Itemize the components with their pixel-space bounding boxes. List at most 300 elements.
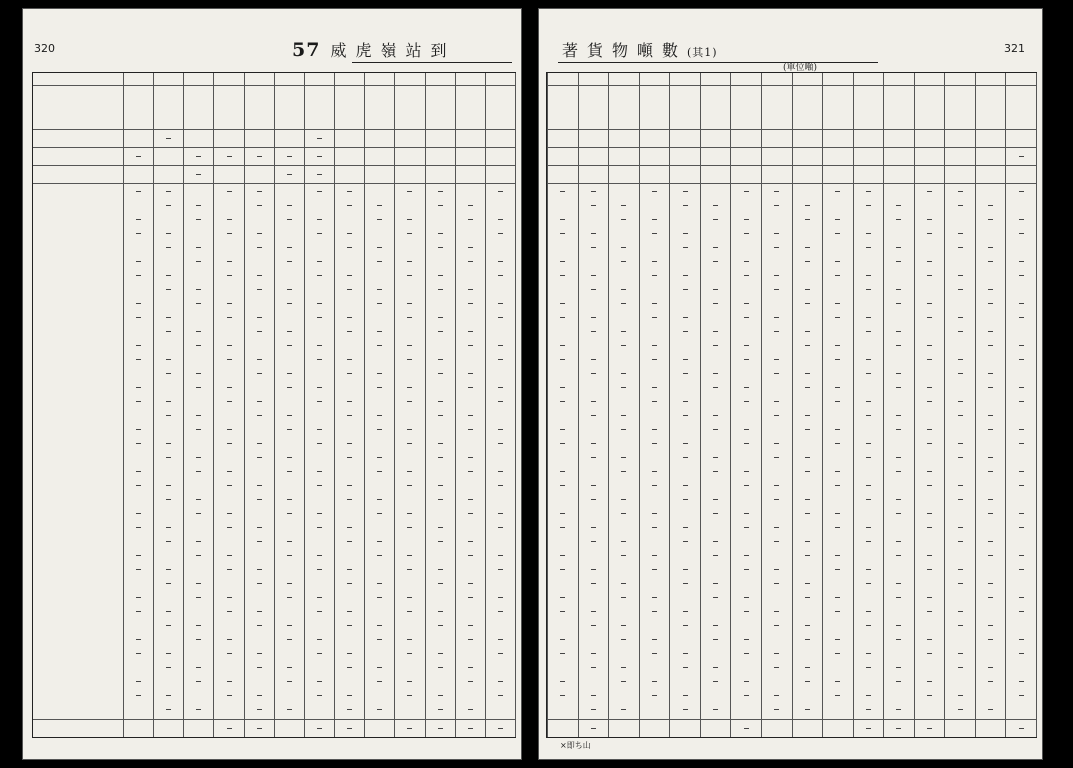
empty-cell-dash (438, 569, 443, 570)
empty-cell-dash (866, 541, 871, 542)
empty-cell-dash (683, 317, 688, 318)
empty-cell-dash (317, 317, 322, 318)
page-title-left (292, 38, 455, 61)
empty-cell-dash (136, 513, 141, 514)
empty-cell-dash (196, 345, 201, 346)
empty-cell-dash (866, 331, 871, 332)
empty-cell-dash (927, 191, 932, 192)
empty-cell-dash (835, 317, 840, 318)
empty-cell-dash (744, 513, 749, 514)
empty-cell-dash (377, 219, 382, 220)
empty-cell-dash (560, 695, 565, 696)
empty-cell-dash (377, 499, 382, 500)
empty-cell-dash (621, 261, 626, 262)
empty-cell-dash (744, 555, 749, 556)
empty-cell-dash (317, 569, 322, 570)
empty-cell-dash (774, 541, 779, 542)
empty-cell-dash (407, 569, 412, 570)
empty-cell-dash (927, 527, 932, 528)
column-divider (578, 73, 579, 737)
empty-cell-dash (652, 611, 657, 612)
empty-cell-dash (591, 667, 596, 668)
empty-cell-dash (835, 359, 840, 360)
empty-cell-dash (652, 695, 657, 696)
empty-cell-dash (347, 709, 352, 710)
empty-cell-dash (136, 303, 141, 304)
empty-cell-dash (287, 625, 292, 626)
empty-cell-dash (407, 261, 412, 262)
empty-cell-dash (866, 485, 871, 486)
empty-cell-dash (136, 233, 141, 234)
empty-cell-dash (227, 219, 232, 220)
empty-cell-dash (438, 709, 443, 710)
empty-cell-dash (835, 233, 840, 234)
empty-cell-dash (166, 709, 171, 710)
empty-cell-dash (407, 401, 412, 402)
empty-cell-dash (896, 303, 901, 304)
empty-cell-dash (683, 485, 688, 486)
empty-cell-dash (377, 639, 382, 640)
empty-cell-dash (257, 247, 262, 248)
empty-cell-dash (498, 485, 503, 486)
empty-cell-dash (136, 681, 141, 682)
empty-cell-dash (835, 345, 840, 346)
empty-cell-dash (287, 667, 292, 668)
empty-cell-dash (683, 499, 688, 500)
empty-cell-dash (136, 653, 141, 654)
empty-cell-dash (287, 387, 292, 388)
empty-cell-dash (988, 415, 993, 416)
empty-cell-dash (621, 471, 626, 472)
empty-cell-dash (1019, 485, 1024, 486)
column-divider (515, 73, 516, 737)
column-divider (608, 73, 609, 737)
empty-cell-dash (317, 387, 322, 388)
column-divider (425, 73, 426, 737)
empty-cell-dash (1019, 513, 1024, 514)
empty-cell-dash (958, 289, 963, 290)
dash-cell (287, 156, 292, 157)
empty-cell-dash (683, 373, 688, 374)
empty-cell-dash (498, 345, 503, 346)
empty-cell-dash (257, 205, 262, 206)
empty-cell-dash (377, 289, 382, 290)
empty-cell-dash (988, 247, 993, 248)
empty-cell-dash (407, 555, 412, 556)
empty-cell-dash (835, 401, 840, 402)
dash-cell (347, 728, 352, 729)
empty-cell-dash (927, 695, 932, 696)
empty-cell-dash (713, 583, 718, 584)
empty-cell-dash (805, 247, 810, 248)
dash-cell (227, 156, 232, 157)
empty-cell-dash (652, 569, 657, 570)
empty-cell-dash (196, 415, 201, 416)
column-divider (394, 73, 395, 737)
empty-cell-dash (1019, 191, 1024, 192)
empty-cell-dash (1019, 317, 1024, 318)
section-number: 57 (292, 39, 321, 61)
empty-cell-dash (196, 513, 201, 514)
empty-cell-dash (498, 303, 503, 304)
empty-cell-dash (196, 709, 201, 710)
empty-cell-dash (805, 597, 810, 598)
empty-cell-dash (896, 387, 901, 388)
empty-cell-dash (652, 681, 657, 682)
empty-cell-dash (317, 275, 322, 276)
empty-cell-dash (927, 233, 932, 234)
empty-cell-dash (958, 527, 963, 528)
empty-cell-dash (988, 303, 993, 304)
empty-cell-dash (347, 653, 352, 654)
empty-cell-dash (347, 275, 352, 276)
column-divider (213, 73, 214, 737)
title-right: 著貨物噸數 (562, 41, 688, 60)
empty-cell-dash (287, 513, 292, 514)
empty-cell-dash (136, 359, 141, 360)
empty-cell-dash (896, 625, 901, 626)
empty-cell-dash (257, 499, 262, 500)
empty-cell-dash (377, 303, 382, 304)
empty-cell-dash (257, 527, 262, 528)
empty-cell-dash (805, 415, 810, 416)
column-divider (547, 73, 548, 737)
empty-cell-dash (652, 639, 657, 640)
empty-cell-dash (196, 261, 201, 262)
empty-cell-dash (988, 667, 993, 668)
empty-cell-dash (621, 541, 626, 542)
empty-cell-dash (1019, 681, 1024, 682)
empty-cell-dash (927, 611, 932, 612)
empty-cell-dash (560, 639, 565, 640)
empty-cell-dash (744, 639, 749, 640)
empty-cell-dash (227, 275, 232, 276)
empty-cell-dash (683, 541, 688, 542)
empty-cell-dash (988, 387, 993, 388)
empty-cell-dash (958, 191, 963, 192)
empty-cell-dash (468, 513, 473, 514)
empty-cell-dash (317, 555, 322, 556)
dash-cell (407, 728, 412, 729)
column-divider (944, 73, 945, 737)
empty-cell-dash (166, 317, 171, 318)
empty-cell-dash (958, 275, 963, 276)
empty-cell-dash (468, 219, 473, 220)
empty-cell-dash (498, 359, 503, 360)
empty-cell-dash (988, 457, 993, 458)
empty-cell-dash (835, 653, 840, 654)
empty-cell-dash (166, 569, 171, 570)
empty-cell-dash (713, 219, 718, 220)
empty-cell-dash (166, 667, 171, 668)
empty-cell-dash (591, 289, 596, 290)
empty-cell-dash (347, 401, 352, 402)
empty-cell-dash (257, 233, 262, 234)
empty-cell-dash (683, 275, 688, 276)
empty-cell-dash (744, 471, 749, 472)
empty-cell-dash (257, 667, 262, 668)
empty-cell-dash (774, 457, 779, 458)
empty-cell-dash (805, 583, 810, 584)
empty-cell-dash (958, 499, 963, 500)
empty-cell-dash (317, 359, 322, 360)
empty-cell-dash (866, 359, 871, 360)
empty-cell-dash (805, 555, 810, 556)
empty-cell-dash (621, 499, 626, 500)
empty-cell-dash (257, 695, 262, 696)
empty-cell-dash (1019, 233, 1024, 234)
empty-cell-dash (317, 471, 322, 472)
empty-cell-dash (407, 611, 412, 612)
empty-cell-dash (683, 583, 688, 584)
empty-cell-dash (560, 429, 565, 430)
empty-cell-dash (835, 681, 840, 682)
empty-cell-dash (468, 499, 473, 500)
empty-cell-dash (377, 415, 382, 416)
empty-cell-dash (774, 415, 779, 416)
empty-cell-dash (866, 709, 871, 710)
empty-cell-dash (591, 527, 596, 528)
empty-cell-dash (988, 513, 993, 514)
empty-cell-dash (438, 499, 443, 500)
empty-cell-dash (621, 625, 626, 626)
empty-cell-dash (407, 695, 412, 696)
empty-cell-dash (166, 443, 171, 444)
empty-cell-dash (591, 401, 596, 402)
empty-cell-dash (498, 317, 503, 318)
empty-cell-dash (774, 485, 779, 486)
empty-cell-dash (377, 247, 382, 248)
column-divider (730, 73, 731, 737)
empty-cell-dash (988, 471, 993, 472)
empty-cell-dash (835, 191, 840, 192)
empty-cell-dash (621, 583, 626, 584)
empty-cell-dash (377, 429, 382, 430)
empty-cell-dash (1019, 275, 1024, 276)
empty-cell-dash (621, 597, 626, 598)
empty-cell-dash (713, 303, 718, 304)
empty-cell-dash (407, 527, 412, 528)
empty-cell-dash (958, 443, 963, 444)
empty-cell-dash (988, 205, 993, 206)
empty-cell-dash (683, 233, 688, 234)
empty-cell-dash (407, 191, 412, 192)
empty-cell-dash (621, 289, 626, 290)
empty-cell-dash (958, 457, 963, 458)
empty-cell-dash (927, 597, 932, 598)
page-number-left: 320 (34, 42, 55, 55)
empty-cell-dash (136, 219, 141, 220)
empty-cell-dash (136, 639, 141, 640)
empty-cell-dash (927, 219, 932, 220)
empty-cell-dash (136, 569, 141, 570)
empty-cell-dash (196, 331, 201, 332)
empty-cell-dash (744, 303, 749, 304)
empty-cell-dash (774, 527, 779, 528)
empty-cell-dash (866, 625, 871, 626)
empty-cell-dash (560, 527, 565, 528)
empty-cell-dash (988, 289, 993, 290)
dash-cell (166, 138, 171, 139)
empty-cell-dash (866, 457, 871, 458)
empty-cell-dash (591, 569, 596, 570)
empty-cell-dash (560, 513, 565, 514)
empty-cell-dash (407, 219, 412, 220)
empty-cell-dash (166, 359, 171, 360)
empty-cell-dash (136, 261, 141, 262)
empty-cell-dash (713, 345, 718, 346)
empty-cell-dash (347, 359, 352, 360)
empty-cell-dash (958, 317, 963, 318)
empty-cell-dash (257, 373, 262, 374)
empty-cell-dash (196, 681, 201, 682)
empty-cell-dash (652, 275, 657, 276)
empty-cell-dash (438, 331, 443, 332)
empty-cell-dash (287, 639, 292, 640)
empty-cell-dash (287, 681, 292, 682)
empty-cell-dash (774, 443, 779, 444)
empty-cell-dash (713, 373, 718, 374)
empty-cell-dash (560, 191, 565, 192)
empty-cell-dash (621, 331, 626, 332)
empty-cell-dash (166, 485, 171, 486)
empty-cell-dash (1019, 261, 1024, 262)
empty-cell-dash (652, 429, 657, 430)
empty-cell-dash (896, 555, 901, 556)
empty-cell-dash (713, 541, 718, 542)
empty-cell-dash (377, 667, 382, 668)
dash-cell (1019, 156, 1024, 157)
empty-cell-dash (196, 499, 201, 500)
empty-cell-dash (407, 639, 412, 640)
empty-cell-dash (438, 527, 443, 528)
empty-cell-dash (347, 317, 352, 318)
empty-cell-dash (958, 625, 963, 626)
empty-cell-dash (1019, 387, 1024, 388)
empty-cell-dash (958, 247, 963, 248)
empty-cell-dash (136, 429, 141, 430)
empty-cell-dash (988, 345, 993, 346)
column-divider (1005, 73, 1006, 737)
empty-cell-dash (591, 233, 596, 234)
empty-cell-dash (683, 443, 688, 444)
row-divider (33, 147, 515, 148)
empty-cell-dash (227, 471, 232, 472)
column-divider (244, 73, 245, 737)
empty-cell-dash (621, 667, 626, 668)
empty-cell-dash (866, 667, 871, 668)
empty-cell-dash (835, 527, 840, 528)
empty-cell-dash (958, 695, 963, 696)
empty-cell-dash (713, 247, 718, 248)
label-divider (123, 73, 124, 737)
empty-cell-dash (377, 709, 382, 710)
empty-cell-dash (438, 247, 443, 248)
empty-cell-dash (744, 429, 749, 430)
empty-cell-dash (196, 555, 201, 556)
empty-cell-dash (683, 709, 688, 710)
empty-cell-dash (835, 485, 840, 486)
empty-cell-dash (1019, 695, 1024, 696)
empty-cell-dash (744, 485, 749, 486)
empty-cell-dash (498, 471, 503, 472)
row-divider (547, 719, 1036, 720)
empty-cell-dash (866, 583, 871, 584)
empty-cell-dash (196, 387, 201, 388)
empty-cell-dash (652, 597, 657, 598)
empty-cell-dash (438, 667, 443, 668)
empty-cell-dash (468, 667, 473, 668)
empty-cell-dash (713, 387, 718, 388)
empty-cell-dash (196, 247, 201, 248)
dash-cell (317, 156, 322, 157)
empty-cell-dash (805, 429, 810, 430)
empty-cell-dash (227, 191, 232, 192)
empty-cell-dash (927, 429, 932, 430)
empty-cell-dash (407, 233, 412, 234)
empty-cell-dash (287, 415, 292, 416)
empty-cell-dash (257, 443, 262, 444)
empty-cell-dash (377, 625, 382, 626)
empty-cell-dash (377, 681, 382, 682)
empty-cell-dash (774, 569, 779, 570)
empty-cell-dash (166, 583, 171, 584)
empty-cell-dash (652, 443, 657, 444)
column-divider (975, 73, 976, 737)
empty-cell-dash (805, 513, 810, 514)
empty-cell-dash (713, 709, 718, 710)
empty-cell-dash (835, 695, 840, 696)
row-divider (33, 129, 515, 130)
empty-cell-dash (683, 289, 688, 290)
empty-cell-dash (621, 373, 626, 374)
empty-cell-dash (805, 625, 810, 626)
empty-cell-dash (196, 289, 201, 290)
empty-cell-dash (774, 191, 779, 192)
empty-cell-dash (927, 345, 932, 346)
empty-cell-dash (377, 457, 382, 458)
empty-cell-dash (257, 709, 262, 710)
empty-cell-dash (683, 569, 688, 570)
empty-cell-dash (958, 667, 963, 668)
empty-cell-dash (591, 275, 596, 276)
empty-cell-dash (683, 653, 688, 654)
empty-cell-dash (317, 401, 322, 402)
footnote: ×即ち山 (560, 741, 591, 750)
row-divider (547, 129, 1036, 130)
empty-cell-dash (438, 583, 443, 584)
empty-cell-dash (468, 205, 473, 206)
empty-cell-dash (866, 205, 871, 206)
empty-cell-dash (227, 429, 232, 430)
empty-cell-dash (958, 709, 963, 710)
column-divider (274, 73, 275, 737)
empty-cell-dash (317, 653, 322, 654)
empty-cell-dash (498, 611, 503, 612)
empty-cell-dash (347, 695, 352, 696)
empty-cell-dash (713, 429, 718, 430)
empty-cell-dash (621, 513, 626, 514)
empty-cell-dash (136, 555, 141, 556)
empty-cell-dash (166, 499, 171, 500)
empty-cell-dash (713, 471, 718, 472)
empty-cell-dash (1019, 569, 1024, 570)
empty-cell-dash (835, 387, 840, 388)
empty-cell-dash (166, 275, 171, 276)
dash-cell (591, 728, 596, 729)
empty-cell-dash (591, 373, 596, 374)
empty-cell-dash (166, 373, 171, 374)
